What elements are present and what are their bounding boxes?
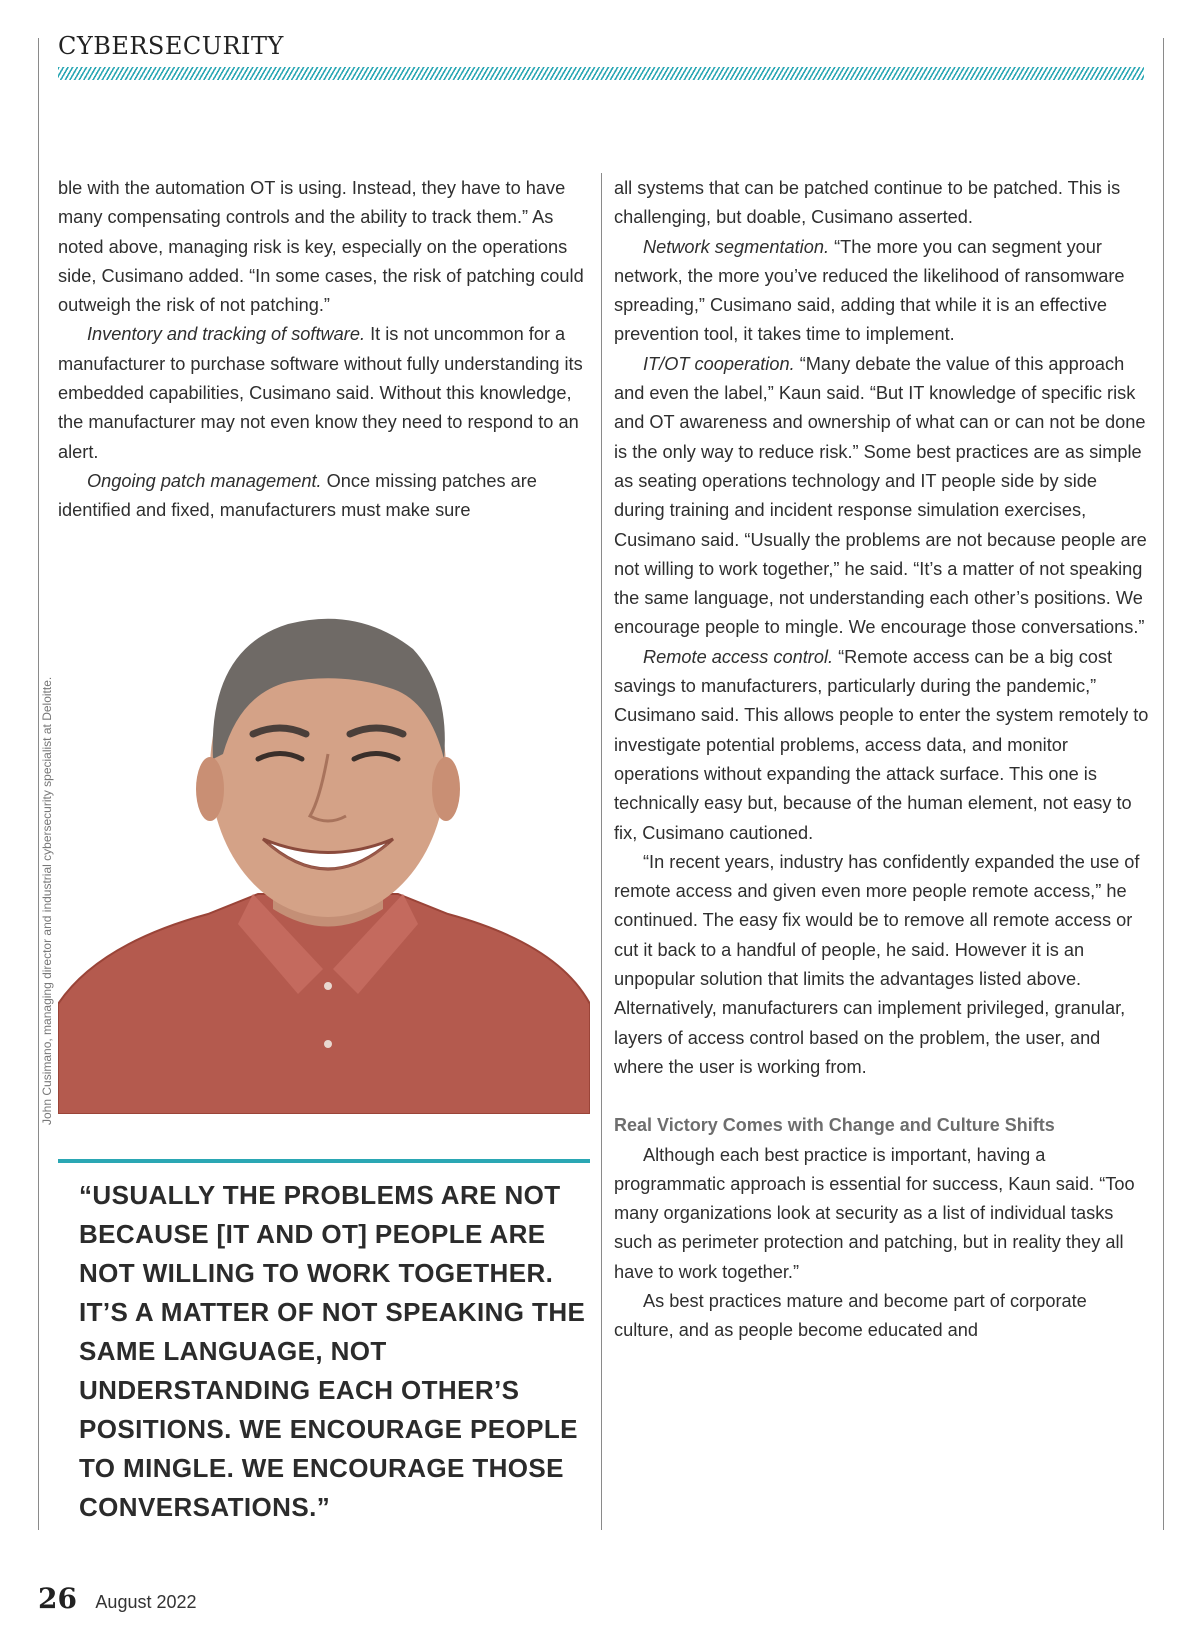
page-footer bbox=[38, 1582, 197, 1615]
run-in-heading: Network segmentation. bbox=[643, 236, 830, 257]
paragraph: Remote access control. “Remote access can be a big cost savings to manufacturers, particularly during the pandemic,” Cusimano said. This allows people to enter the system remotely to investigate potential problems, access data, and monitor operations without expanding the attack surface. This one is technically easy but, because of the human element, not easy to fix, Cusimano cautioned. bbox=[614, 646, 1149, 843]
section-subhead: Real Victory Comes with Change and Culture Shifts bbox=[614, 1115, 1055, 1136]
column-divider bbox=[601, 173, 602, 1530]
issue-date: August 2022 bbox=[95, 1592, 197, 1612]
paragraph: Inventory and tracking of software. It is not uncommon for a manufacturer to purchase software without fully understanding its embedded capabilities, Cusimano said. Without this knowledge, the manufacturer may not even know they need to respond to an alert. bbox=[58, 324, 583, 462]
paragraph: “In recent years, industry has confidently expanded the use of remote access and given even more people remote access,” he continued. The easy fix would be to remove all remote access or cut it back to a handful of people, he said. However it is an unpopular solution that limits the advantages listed above. Alternatively, manufacturers can implement privileged, granular, layers of access control based on the problem, the user, and where the user is working from. bbox=[614, 851, 1140, 1077]
run-in-heading: Remote access control. bbox=[643, 646, 834, 667]
paragraph: ble with the automation OT is using. Instead, they have to have many compensating controls and the ability to track them.” As noted above, managing risk is key, especially on the operations side, Cusimano added. “In some cases, the risk of patching could outweigh the risk of not patching.” bbox=[58, 178, 584, 316]
run-in-heading: IT/OT cooperation. bbox=[643, 353, 795, 374]
header-hatch-rule bbox=[58, 67, 1144, 80]
left-column bbox=[58, 174, 590, 526]
right-page-rule bbox=[1163, 38, 1164, 1530]
paragraph: As best practices mature and become part of corporate culture, and as people become educated and bbox=[614, 1290, 1087, 1341]
right-column bbox=[614, 174, 1150, 1346]
paragraph: all systems that can be patched continue to be patched. This is challenging, but doable, Cusimano asserted. bbox=[614, 178, 1121, 228]
paragraph: Network segmentation. “The more you can segment your network, the more you’ve reduced the likelihood of ransomware spreading,” Cusimano said, adding that while it is an effective prevention tool, it takes time to implement. bbox=[614, 236, 1125, 345]
run-in-heading: Ongoing patch management. bbox=[87, 470, 322, 491]
page-number: 26 bbox=[38, 1582, 77, 1615]
pull-quote-rule bbox=[58, 1159, 590, 1163]
paragraph: Although each best practice is important, having a programmatic approach is essential for success, Kaun said. “Too many organizations look at security as a list of individual tasks such as perimeter protection and patching, but in reality they all have to work together.” bbox=[614, 1144, 1135, 1282]
left-page-rule bbox=[38, 38, 39, 1530]
paragraph: IT/OT cooperation. “Many debate the value of this approach and even the label,” Kaun said. “But IT knowledge of specific risk and OT awareness and ownership of what can or can not be done is the only way to reduce risk.” Some best practices are as simple as seating operations technology and IT people side by side during training and incident response simulation exercises, Cusimano said. “Usually the problems are not because people are not willing to work together,” he said. “It’s a matter of not speaking the same language, not understanding each other’s positions. We encourage people to mingle. We encourage those conversations.” bbox=[614, 353, 1147, 638]
pull-quote: “USUALLY THE PROBLEMS ARE NOT BECAUSE [IT AND OT] PEOPLE ARE NOT WILLING TO WORK TOGETHER. IT’S A MATTER OF NOT SPEAKING THE SAME LANGUAGE, NOT UNDERSTANDING EACH OTHER’S POSITIONS. WE ENCOURAGE PEOPLE TO MINGLE. WE ENCOURAGE THOSE CONVERSATIONS.” bbox=[79, 1180, 586, 1522]
section-title: CYBERSECURITY bbox=[58, 32, 284, 60]
paragraph: Ongoing patch management. Once missing patches are identified and fixed, manufacturers must make sure bbox=[58, 470, 537, 521]
photo-caption: John Cusimano, managing director and industrial cybersecurity specialist at Deloitte. bbox=[40, 676, 54, 1125]
run-in-heading: Inventory and tracking of software. bbox=[87, 324, 366, 345]
portrait-photo bbox=[58, 594, 590, 1114]
